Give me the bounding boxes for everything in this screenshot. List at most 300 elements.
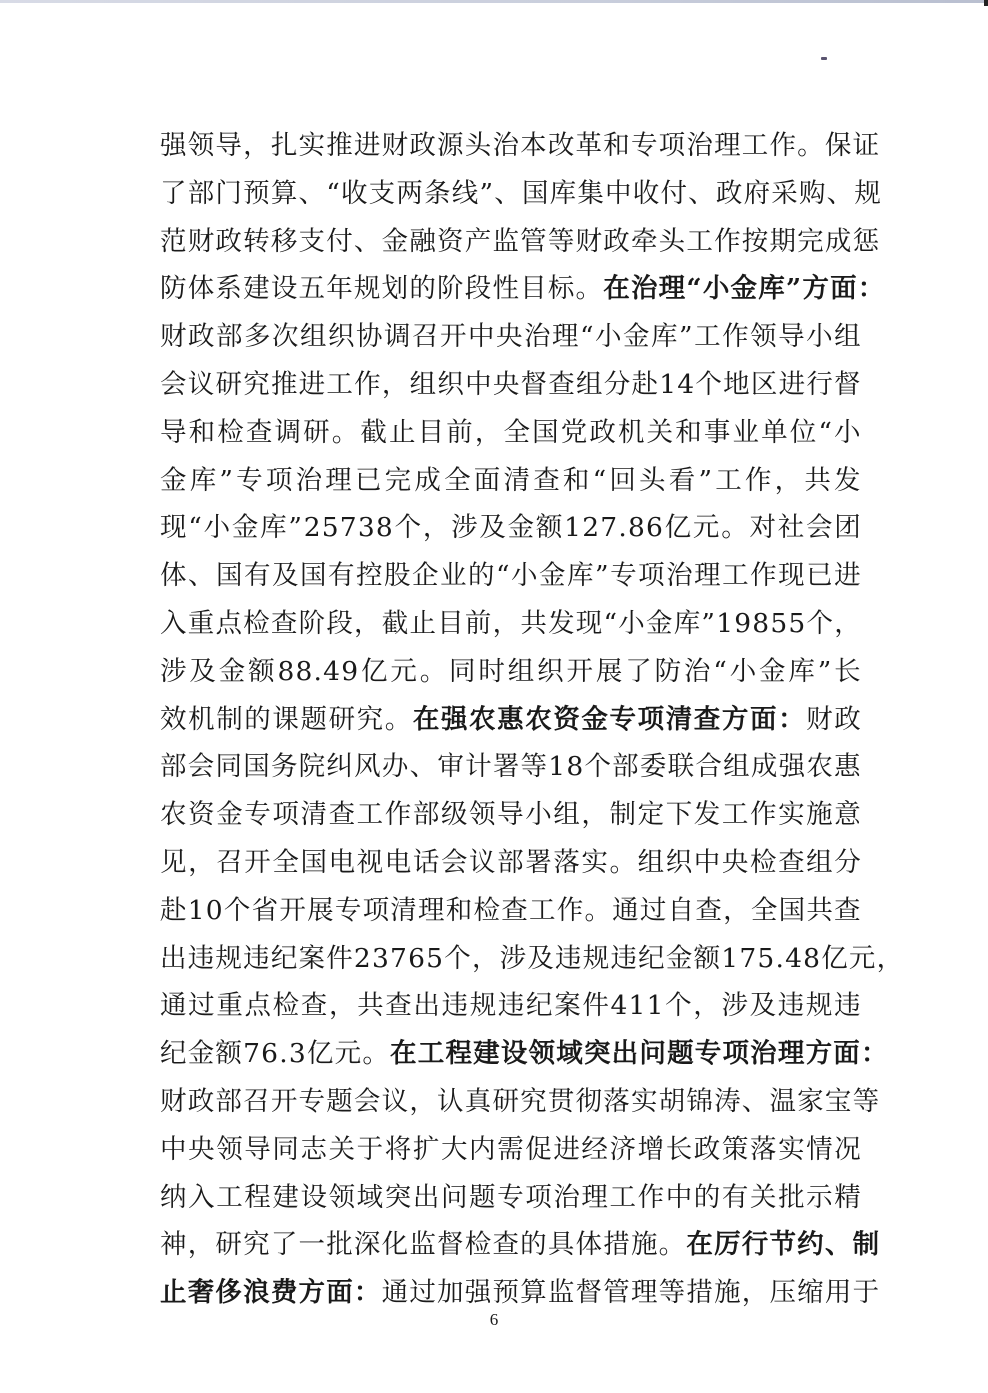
body-text: ，: [834, 607, 862, 639]
body-text: 监: [409, 1229, 438, 1261]
body-text: 政: [693, 1133, 722, 1165]
body-text: 程: [244, 1181, 272, 1213]
bold-heading-text: 题: [667, 1038, 695, 1070]
body-text: 贯: [547, 1085, 576, 1117]
body-text: 工: [609, 1181, 638, 1213]
body-text: 国: [216, 560, 244, 592]
body-text: 理: [714, 130, 742, 161]
bold-heading-text: 突: [583, 1038, 612, 1070]
body-text: 项: [638, 560, 666, 592]
body-text: 关: [646, 416, 675, 448]
body-text: 经: [581, 1133, 610, 1165]
body-text: 违: [777, 990, 806, 1022]
body-text: 查: [501, 894, 529, 926]
body-text: 重: [216, 990, 245, 1022]
body-text: “: [188, 512, 204, 544]
body-text: 织: [437, 368, 466, 400]
body-text: 署: [492, 751, 521, 783]
body-text: 纠: [326, 751, 355, 783]
body-text: 作: [556, 894, 585, 926]
body-text: 库: [788, 655, 817, 687]
body-text: 机: [618, 416, 646, 448]
body-text: 委: [639, 751, 668, 783]
body-text: 全: [503, 416, 532, 448]
body-text: 作: [744, 464, 773, 496]
body-text: 集: [577, 177, 606, 209]
body-text: 突: [384, 1181, 413, 1213]
body-text: 专: [610, 560, 638, 592]
body-text: 于: [356, 1133, 385, 1165]
body-text: 进: [834, 560, 862, 592]
body-text: 查: [245, 416, 274, 448]
body-text: 个: [394, 512, 423, 544]
body-text: 通: [612, 894, 640, 926]
body-text: 全: [272, 846, 301, 878]
body-text: 建: [272, 1181, 301, 1213]
bold-heading-text: 清: [665, 703, 694, 735]
body-text: 查: [533, 464, 561, 496]
body-text: “: [818, 416, 834, 448]
body-text: 点: [244, 990, 273, 1022]
body-text: 下: [665, 799, 694, 831]
body-text: 题: [300, 703, 329, 735]
text-line: [160, 170, 883, 218]
body-text: 控: [356, 560, 384, 592]
body-text: 同: [215, 751, 244, 783]
body-text: 的: [520, 1229, 548, 1261]
body-text: 入: [160, 607, 188, 639]
body-text: “: [713, 655, 729, 687]
bold-heading-text: 费: [270, 1277, 299, 1309]
body-text: 策: [721, 1133, 750, 1165]
bold-heading-text: 约: [797, 1229, 825, 1261]
body-text: 国: [521, 177, 550, 209]
body-text: 前: [464, 607, 493, 639]
body-text: 治: [666, 560, 694, 592]
body-text: 了: [160, 177, 188, 209]
body-text: ，: [693, 990, 721, 1022]
body-text: 研: [328, 703, 357, 735]
bold-heading-text: ：: [778, 703, 806, 735]
body-text: 亿: [664, 512, 693, 544]
body-text: 系: [215, 273, 244, 305]
body-text: 时: [478, 655, 507, 687]
body-text: 付: [326, 225, 354, 257]
body-text: 移: [270, 225, 299, 257]
body-text: 领: [328, 1181, 357, 1213]
body-text: 小: [203, 512, 232, 544]
bold-heading-text: 农: [469, 703, 497, 735]
body-text: 元: [390, 655, 419, 687]
text-line: [160, 1078, 881, 1126]
body-text: 额: [693, 942, 722, 974]
body-text: 事: [703, 416, 732, 448]
body-text: 规: [353, 273, 382, 305]
body-text: 社: [777, 512, 806, 544]
body-text: 件: [582, 990, 611, 1022]
bold-heading-text: 治: [750, 1038, 778, 1070]
body-text: 开: [566, 655, 595, 687]
bold-heading-text: 在: [603, 273, 631, 305]
body-text: 设: [300, 1181, 329, 1213]
body-text: 的: [468, 560, 496, 592]
body-text: 工: [721, 799, 750, 831]
body-text: 扩: [412, 1133, 441, 1165]
text-line: [160, 648, 862, 696]
body-text: 将: [384, 1133, 413, 1165]
body-text: 购: [798, 177, 827, 209]
body-text: 管: [603, 1277, 631, 1309]
body-text: 多: [244, 321, 272, 353]
body-text: 工: [722, 560, 750, 592]
body-text: 标: [547, 273, 576, 305]
body-text: 金: [623, 321, 651, 353]
body-text: 央: [492, 368, 521, 400]
body-text: 。: [331, 416, 360, 448]
body-text: 检: [473, 894, 502, 926]
body-text: 成: [750, 751, 779, 783]
body-text: 库: [189, 464, 218, 496]
body-text: 治: [553, 1181, 582, 1213]
body-text: ”: [595, 560, 610, 592]
text-line: [160, 696, 862, 744]
body-text: “: [496, 560, 511, 592]
body-text: 期: [769, 225, 798, 257]
body-text: “: [592, 464, 608, 496]
body-text: 、: [298, 177, 327, 209]
body-text: 进: [778, 368, 807, 400]
body-text: ，: [422, 512, 451, 544]
body-text: 转: [243, 225, 271, 257]
body-text: 加: [437, 1277, 465, 1309]
bold-heading-text: 理: [658, 273, 687, 305]
body-text: 议: [381, 1085, 410, 1117]
bold-heading-text: 设: [500, 1038, 529, 1070]
body-text: 预: [492, 1277, 521, 1309]
bold-heading-text: 理: [777, 1038, 806, 1070]
body-text: 88.49: [277, 655, 360, 687]
body-text: 见: [160, 846, 188, 878]
body-text: 涛: [714, 1085, 742, 1117]
body-text: 实: [630, 1085, 659, 1117]
body-text: ，: [188, 846, 216, 878]
body-text: 库: [567, 560, 595, 592]
body-text: 开: [270, 1085, 299, 1117]
body-text: 强: [160, 130, 188, 161]
body-text: 纪: [526, 990, 554, 1022]
body-text: 业: [732, 416, 761, 448]
body-text: 认: [437, 1085, 465, 1117]
body-text: 金: [759, 655, 787, 687]
body-text: 金: [216, 799, 244, 831]
body-text: 计: [465, 751, 493, 783]
body-text: 查: [548, 368, 576, 400]
scan-speck: [821, 57, 827, 60]
body-text: 支: [298, 225, 327, 257]
bold-heading-text: 在: [686, 1229, 715, 1261]
body-text: 建: [243, 273, 271, 305]
body-text: 实: [778, 799, 806, 831]
body-text: 理: [325, 464, 353, 496]
body-text: 领: [469, 799, 497, 831]
bold-heading-text: 建: [473, 1038, 501, 1070]
body-text: 违: [243, 942, 271, 974]
body-text: 算: [520, 1277, 548, 1309]
body-text: 年: [326, 273, 354, 305]
body-text: 督: [575, 1277, 604, 1309]
body-text: 及: [479, 512, 508, 544]
body-text: 规: [469, 990, 498, 1022]
body-text: 过: [639, 894, 668, 926]
bold-heading-text: 强: [440, 703, 469, 735]
body-text: 库: [673, 607, 702, 639]
body-text: 共: [804, 464, 833, 496]
body-text: 算: [270, 177, 299, 209]
bold-heading-text: 、: [824, 1229, 853, 1261]
bold-heading-text: 问: [639, 1038, 668, 1070]
body-text: 组: [834, 321, 862, 353]
body-text: 76.3: [243, 1038, 307, 1070]
body-text: 督: [520, 368, 549, 400]
body-text: 涉: [451, 512, 479, 544]
body-text: 现: [575, 607, 604, 639]
body-text: 库: [651, 321, 679, 353]
body-text: 农: [160, 799, 188, 831]
body-text: 政: [409, 130, 438, 161]
body-text: 和: [675, 416, 703, 448]
body-text: 截: [360, 416, 389, 448]
body-text: 国: [243, 751, 271, 783]
body-text: 工: [356, 799, 385, 831]
body-text: 工: [741, 130, 770, 161]
body-text: 项: [272, 799, 301, 831]
body-text: 部: [187, 177, 216, 209]
body-text: 况: [834, 1133, 862, 1165]
body-text: 阶: [437, 273, 465, 305]
body-text: 情: [806, 1133, 834, 1165]
body-text: 金: [218, 655, 247, 687]
body-text: 等: [520, 751, 549, 783]
body-text: 点: [215, 607, 244, 639]
body-text: 召: [216, 846, 244, 878]
bold-heading-text: 制: [852, 1229, 881, 1261]
body-text: 锦: [686, 1085, 715, 1117]
body-text: 等: [658, 1277, 687, 1309]
body-text: 了: [625, 655, 653, 687]
body-text: 、: [826, 177, 855, 209]
body-text: 规: [805, 990, 834, 1022]
body-text: 中: [605, 177, 633, 209]
body-text: 等: [852, 1085, 881, 1117]
bold-heading-text: ”: [785, 273, 803, 305]
bold-heading-text: 侈: [215, 1277, 244, 1309]
body-text: 内: [469, 1133, 497, 1165]
body-text: 成: [824, 225, 853, 257]
body-text: 检: [217, 416, 245, 448]
body-text: 案: [298, 942, 327, 974]
body-text: 强: [778, 751, 807, 783]
body-text: 部: [216, 321, 244, 353]
body-text: 额: [535, 512, 564, 544]
body-text: 项: [362, 894, 391, 926]
body-text: 展: [595, 655, 624, 687]
body-text: 工: [694, 321, 722, 353]
text-line: [160, 313, 862, 361]
body-text: 落: [603, 1085, 631, 1117]
body-text: 、: [494, 177, 522, 209]
body-text: 院: [298, 751, 327, 783]
body-text: 召: [243, 1085, 271, 1117]
text-line: [160, 504, 862, 552]
body-text: 出: [160, 942, 188, 974]
body-text: 强: [464, 1277, 493, 1309]
body-text: 25738: [303, 512, 394, 544]
body-text: 发: [693, 799, 722, 831]
body-text: 自: [667, 894, 696, 926]
body-text: 头: [464, 130, 493, 161]
body-text: 项: [658, 130, 687, 161]
body-text: 议: [187, 368, 216, 400]
body-text: 批: [778, 1181, 806, 1213]
page-number: 6: [489, 1310, 499, 1329]
body-text: 小: [729, 655, 758, 687]
body-text: 规: [582, 942, 611, 974]
body-text: 同: [449, 655, 477, 687]
body-text: 区: [750, 368, 779, 400]
body-text: 部: [612, 751, 640, 783]
body-text: 济: [609, 1133, 638, 1165]
body-text: 示: [806, 1181, 834, 1213]
body-text: 重: [187, 607, 216, 639]
body-text: 库: [260, 512, 288, 544]
body-text: 督: [834, 368, 862, 400]
body-text: 治: [492, 130, 521, 161]
body-text: 监: [547, 1277, 576, 1309]
body-text: 央: [188, 1133, 216, 1165]
body-text: 会: [187, 751, 216, 783]
body-text: 的: [409, 273, 438, 305]
body-text: 政: [589, 416, 618, 448]
body-text: 收: [632, 177, 661, 209]
body-text: 查: [492, 1229, 521, 1261]
body-text: 库: [549, 177, 578, 209]
body-text: 作: [354, 368, 382, 400]
body-text: 金: [231, 512, 260, 544]
body-text: 门: [215, 177, 244, 209]
body-text: 单: [761, 416, 789, 448]
body-text: 部: [412, 799, 441, 831]
body-text: 志: [300, 1133, 329, 1165]
body-text: 个: [584, 751, 613, 783]
body-text: 清: [300, 799, 329, 831]
body-text: 个: [665, 990, 693, 1022]
body-text: 究: [356, 703, 385, 735]
text-line: [160, 1174, 862, 1222]
body-text: 及: [189, 655, 218, 687]
bold-heading-text: 查: [693, 703, 722, 735]
body-text: 专: [236, 464, 264, 496]
body-text: 10: [187, 894, 224, 926]
body-text: 了: [270, 1229, 299, 1261]
bold-heading-text: 在: [412, 703, 441, 735]
body-text: ，: [409, 1085, 438, 1117]
body-text: 治: [295, 464, 324, 496]
body-text: 问: [440, 1181, 469, 1213]
body-text: 精: [834, 1181, 862, 1213]
body-text: 工: [686, 225, 715, 257]
body-text: 府: [743, 177, 772, 209]
body-text: 改: [547, 130, 576, 161]
body-text: 证: [852, 130, 881, 161]
body-text: 惩: [852, 225, 881, 257]
body-text: 目: [520, 273, 548, 305]
body-text: 回: [609, 464, 638, 496]
body-text: 电: [384, 846, 413, 878]
body-text: 央: [721, 846, 750, 878]
body-text: 批: [326, 1229, 354, 1261]
body-text: 违: [555, 942, 583, 974]
bold-heading-text: ：: [353, 1277, 382, 1309]
text-line: [160, 1221, 881, 1269]
body-text: 性: [492, 273, 521, 305]
text-line: [160, 935, 905, 983]
body-text: 中: [160, 1133, 188, 1165]
body-text: 调: [384, 321, 412, 353]
body-text: 收: [340, 177, 369, 209]
body-text: 的: [244, 703, 272, 735]
body-text: ，: [492, 607, 521, 639]
text-line: [160, 457, 862, 505]
bold-heading-text: ：: [860, 1038, 889, 1070]
body-text: 。: [362, 1038, 391, 1070]
body-text: 开: [279, 894, 308, 926]
body-text: 需: [497, 1133, 525, 1165]
body-text: 阶: [298, 607, 327, 639]
body-text: 作: [384, 799, 413, 831]
body-text: 导: [215, 130, 244, 161]
bold-heading-text: 节: [769, 1229, 798, 1261]
body-text: 措: [603, 1229, 631, 1261]
body-text: ，: [354, 607, 382, 639]
body-text: ”: [679, 321, 694, 353]
body-text: 定: [637, 799, 666, 831]
body-text: 研: [215, 1229, 244, 1261]
body-text: 产: [464, 225, 493, 257]
body-text: 查: [300, 990, 329, 1022]
body-text: 管: [520, 225, 548, 257]
body-text: ”: [479, 177, 495, 209]
body-text: 127.86: [564, 512, 665, 544]
body-text: 元: [848, 942, 877, 974]
body-text: 领: [216, 1133, 244, 1165]
body-text: 段: [464, 273, 493, 305]
body-text: ，: [243, 130, 271, 161]
body-text: 有: [244, 560, 272, 592]
bold-heading-text: “: [686, 273, 703, 305]
body-text: “: [603, 607, 619, 639]
body-text: 究: [243, 368, 271, 400]
body-text: ，: [328, 990, 357, 1022]
bold-heading-text: 出: [611, 1038, 640, 1070]
body-text: 目: [417, 416, 446, 448]
body-text: 共: [806, 894, 835, 926]
bold-heading-text: 面: [830, 273, 858, 305]
text-line: [160, 839, 862, 887]
body-text: 按: [741, 225, 770, 257]
body-text: 涉: [721, 990, 750, 1022]
body-text: 段: [326, 607, 355, 639]
body-text: 头: [658, 225, 687, 257]
